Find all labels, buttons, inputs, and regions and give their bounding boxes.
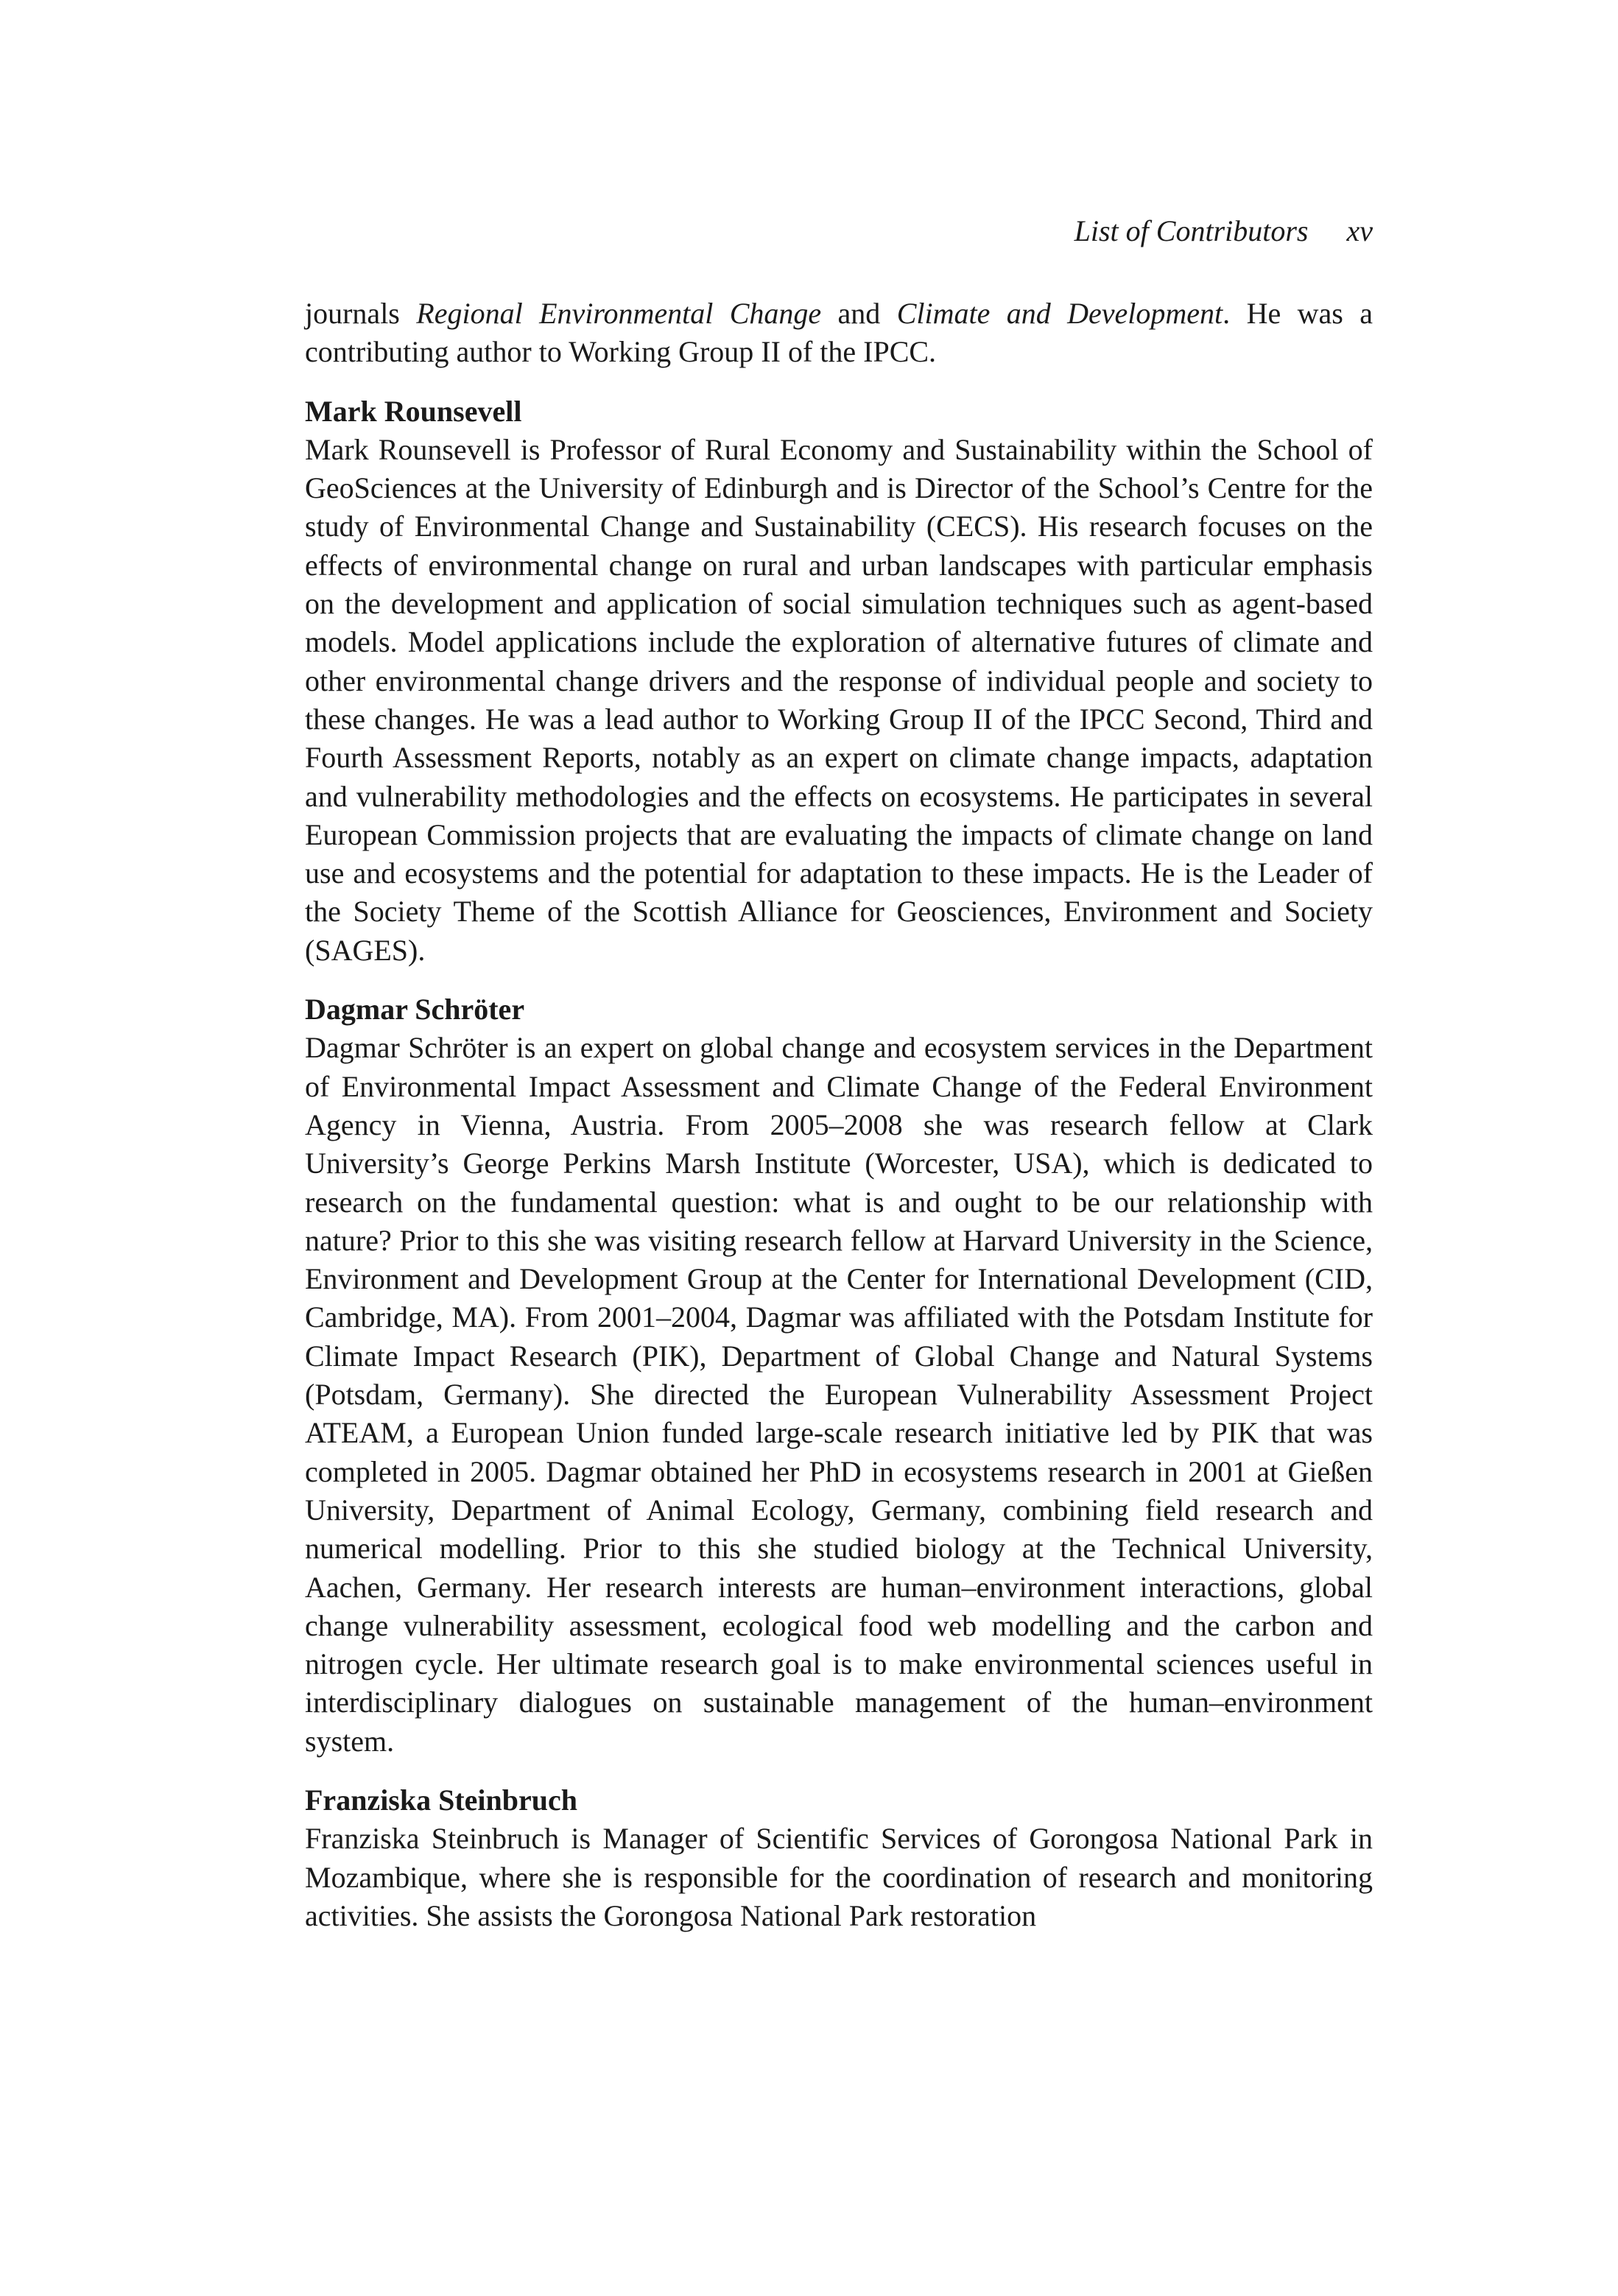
- contributor-entry: [305, 1781, 1373, 1935]
- contributor-bio: Dagmar Schröter is an expert on global change and ecosystem services in the Department of Environmental Impact Assessment and Climate Change of the Federal Environment Agency in Vienna, Austria. From 2005–2008 she was research fellow at Clark University’s George Perkins Marsh Institute (Worcester, USA), which is dedicated to research on the fundamental question: what is and ought to be our relationship with nature? Prior to this she was visiting research fellow at Harvard University in the Science, Environment and Development Group at the Center for International Development (CID, Cambridge, MA). From 2001–2004, Dagmar was affiliated with the Potsdam Institute for Climate Impact Research (PIK), Department of Global Change and Natural Systems (Potsdam, Germany). She directed the European Vulnerability Assessment Project ATEAM, a European Union funded large-scale research initiative led by PIK that was completed in 2005. Dagmar obtained her PhD in ecosystems research in 2001 at Gießen University, Department of Animal Ecology, Germany, combining field research and numerical modelling. Prior to this she studied biology at the Technical University, Aachen, Germany. Her research interests are human–environment interactions, global change vulnerability assessment, ecological food web modelling and the carbon and nitrogen cycle. Her ultimate research goal is to make environmental sciences useful in interdisciplinary dialogues on sustainable management of the human–environment system.: [305, 1031, 1373, 1758]
- journal-title-1: Regional Environmental Change: [416, 297, 822, 330]
- contributor-name: Mark Rounsevell: [305, 394, 522, 428]
- contributor-entry: [305, 392, 1373, 970]
- intro-text-3: . He was a contributing author to Working Group II of the IPCC.: [305, 297, 1373, 369]
- running-head: [305, 214, 1373, 249]
- contributor-bio: Mark Rounsevell is Professor of Rural Economy and Sustainability within the School of GeoSciences at the University of Edinburgh and is Director of the School’s Centre for the study of Environmental Change and Sustainability (CECS). His research focuses on the effects of environmental change on rural and urban landscapes with particular emphasis on the development and application of social simulation techniques such as agent-based models. Model applications include the exploration of alternative futures of climate and other environmental change drivers and the response of individual people and society to these changes. He was a lead author to Working Group II of the IPCC Second, Third and Fourth Assessment Reports, notably as an expert on climate change impacts, adaptation and vulnerability methodologies and the effects on ecosystems. He participates in several European Commission projects that are evaluating the impacts of climate change on land use and ecosystems and the potential for adaptation to these impacts. He is the Leader of the Society Theme of the Scottish Alliance for Geosciences, Environment and Society (SAGES).: [305, 432, 1373, 967]
- intro-text-1: journals: [305, 297, 417, 330]
- contributor-name: Franziska Steinbruch: [305, 1783, 578, 1817]
- journal-title-2: Climate and Development: [896, 297, 1223, 330]
- running-head-title: List of Contributors: [1074, 214, 1309, 247]
- intro-text-2: and: [821, 297, 897, 330]
- continued-paragraph: [305, 295, 1373, 372]
- contributor-bio: Franziska Steinbruch is Manager of Scientific Services of Gorongosa National Park in Mozambique, where she is responsible for the coordination of research and monitoring activities. She assists the Gorongosa National Park restoration: [305, 1822, 1373, 1932]
- contributor-entry: [305, 990, 1373, 1761]
- page-number: xv: [1346, 214, 1373, 247]
- contributor-name: Dagmar Schröter: [305, 993, 525, 1026]
- page-body: [305, 295, 1373, 1935]
